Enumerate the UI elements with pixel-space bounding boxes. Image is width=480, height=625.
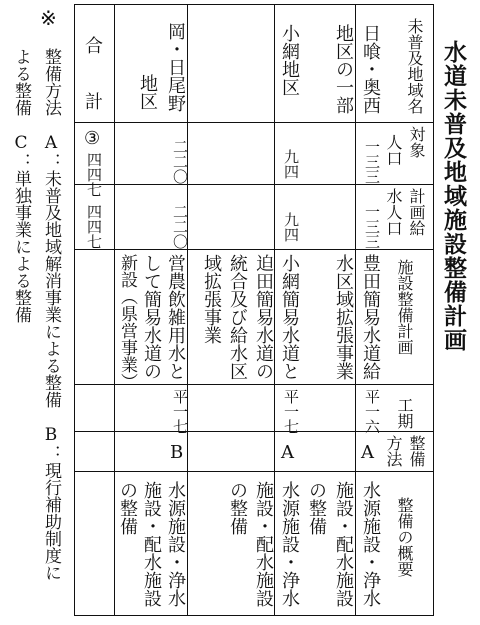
header-target-1: 対象 [407,126,426,158]
header-planned-2: 水人口 [384,188,403,236]
row2-area-1: 小網地区 [279,24,300,96]
row2-method: A [281,442,294,463]
row2-overview-3: の整備 [227,481,248,535]
row2-overview-2: 施設・配水施設 [253,481,274,607]
rule-row3-right [187,4,188,616]
row3-plan-1: 営農飲雑用水と [165,254,186,380]
row3-overview-1: 水源施設・浄水 [165,481,186,607]
document-title: 水道未普及地域施設整備計画 [440,40,466,352]
row2-overview-1: 水源施設・浄水 [279,481,300,607]
row1-area-2: 地区の一部 [333,24,354,114]
rule-planned-bottom [74,249,434,250]
row1-overview-2: 施設・配水施設 [333,481,354,607]
rule-total-right [114,4,115,616]
row3-overview-3: の整備 [117,481,138,535]
rule-header-bottom [74,122,434,123]
row2-plan-2: 迫田簡易水道の [253,254,274,380]
plan-table [74,4,434,616]
header-overview: 整備の概要 [395,497,414,577]
header-method-1: 整備 [407,435,426,467]
rule-row1-right [355,4,356,616]
row3-area-1: 岡・日尾野 [165,22,186,112]
row2-plan-4: 域拡張事業 [201,254,222,344]
rule-target-bottom [74,184,434,185]
row1-overview-1: 水源施設・浄水 [360,481,381,607]
row2-period: 平一七 [282,389,300,434]
total-count: ③ [84,128,101,149]
row3-method: B [170,442,184,463]
total-planned: 四四七 [85,204,103,249]
footnote-line-2: よる整備 C：単独事業による整備 [11,48,31,323]
row3-target: 二二〇 [171,139,189,184]
row3-plan-2: して簡易水道の [141,254,162,380]
rule-method-bottom [74,471,434,472]
header-method-2: 方法 [384,435,403,467]
row3-period: 平一七 [171,389,189,434]
row1-plan-1: 豊田簡易水道給 [360,254,381,380]
total-target: 四四七 [85,152,103,197]
row2-plan-1: 小網簡易水道と [279,254,300,380]
total-label-2: 計 [85,92,103,113]
header-target-2: 人口 [384,134,403,166]
row1-overview-3: の整備 [306,481,327,535]
row3-area-2: 地区 [137,74,158,110]
row1-method: A [361,442,374,463]
header-period: 工期 [395,397,414,429]
total-label-1: 合 [85,36,103,57]
row1-plan-2: 水区域拡張事業 [333,254,354,380]
row3-plan-3: 新設（県営事業） [117,254,137,390]
row1-period: 平一六 [363,389,381,434]
row2-target: 九四 [282,149,300,179]
footnote-line-1: 整備方法 A：未普及地域解消事業による整備 B：現行補助制度に [41,48,61,581]
row2-plan-3: 統合及び給水区 [227,254,248,380]
footnote-mark: ※ [40,6,57,30]
row3-planned: 二二〇 [171,204,189,249]
header-planned-1: 計画給 [407,188,426,236]
row1-target: 一三三 [363,139,381,184]
header-area: 未普及地域名 [405,18,424,114]
rule-row2-right [274,4,275,616]
header-plan: 施設整備計画 [395,259,414,355]
row1-planned: 一三三 [363,204,381,249]
row1-area-1: 日喰・奥西 [360,24,381,114]
row2-planned: 九四 [282,212,300,242]
row3-overview-2: 施設・配水施設 [141,481,162,607]
